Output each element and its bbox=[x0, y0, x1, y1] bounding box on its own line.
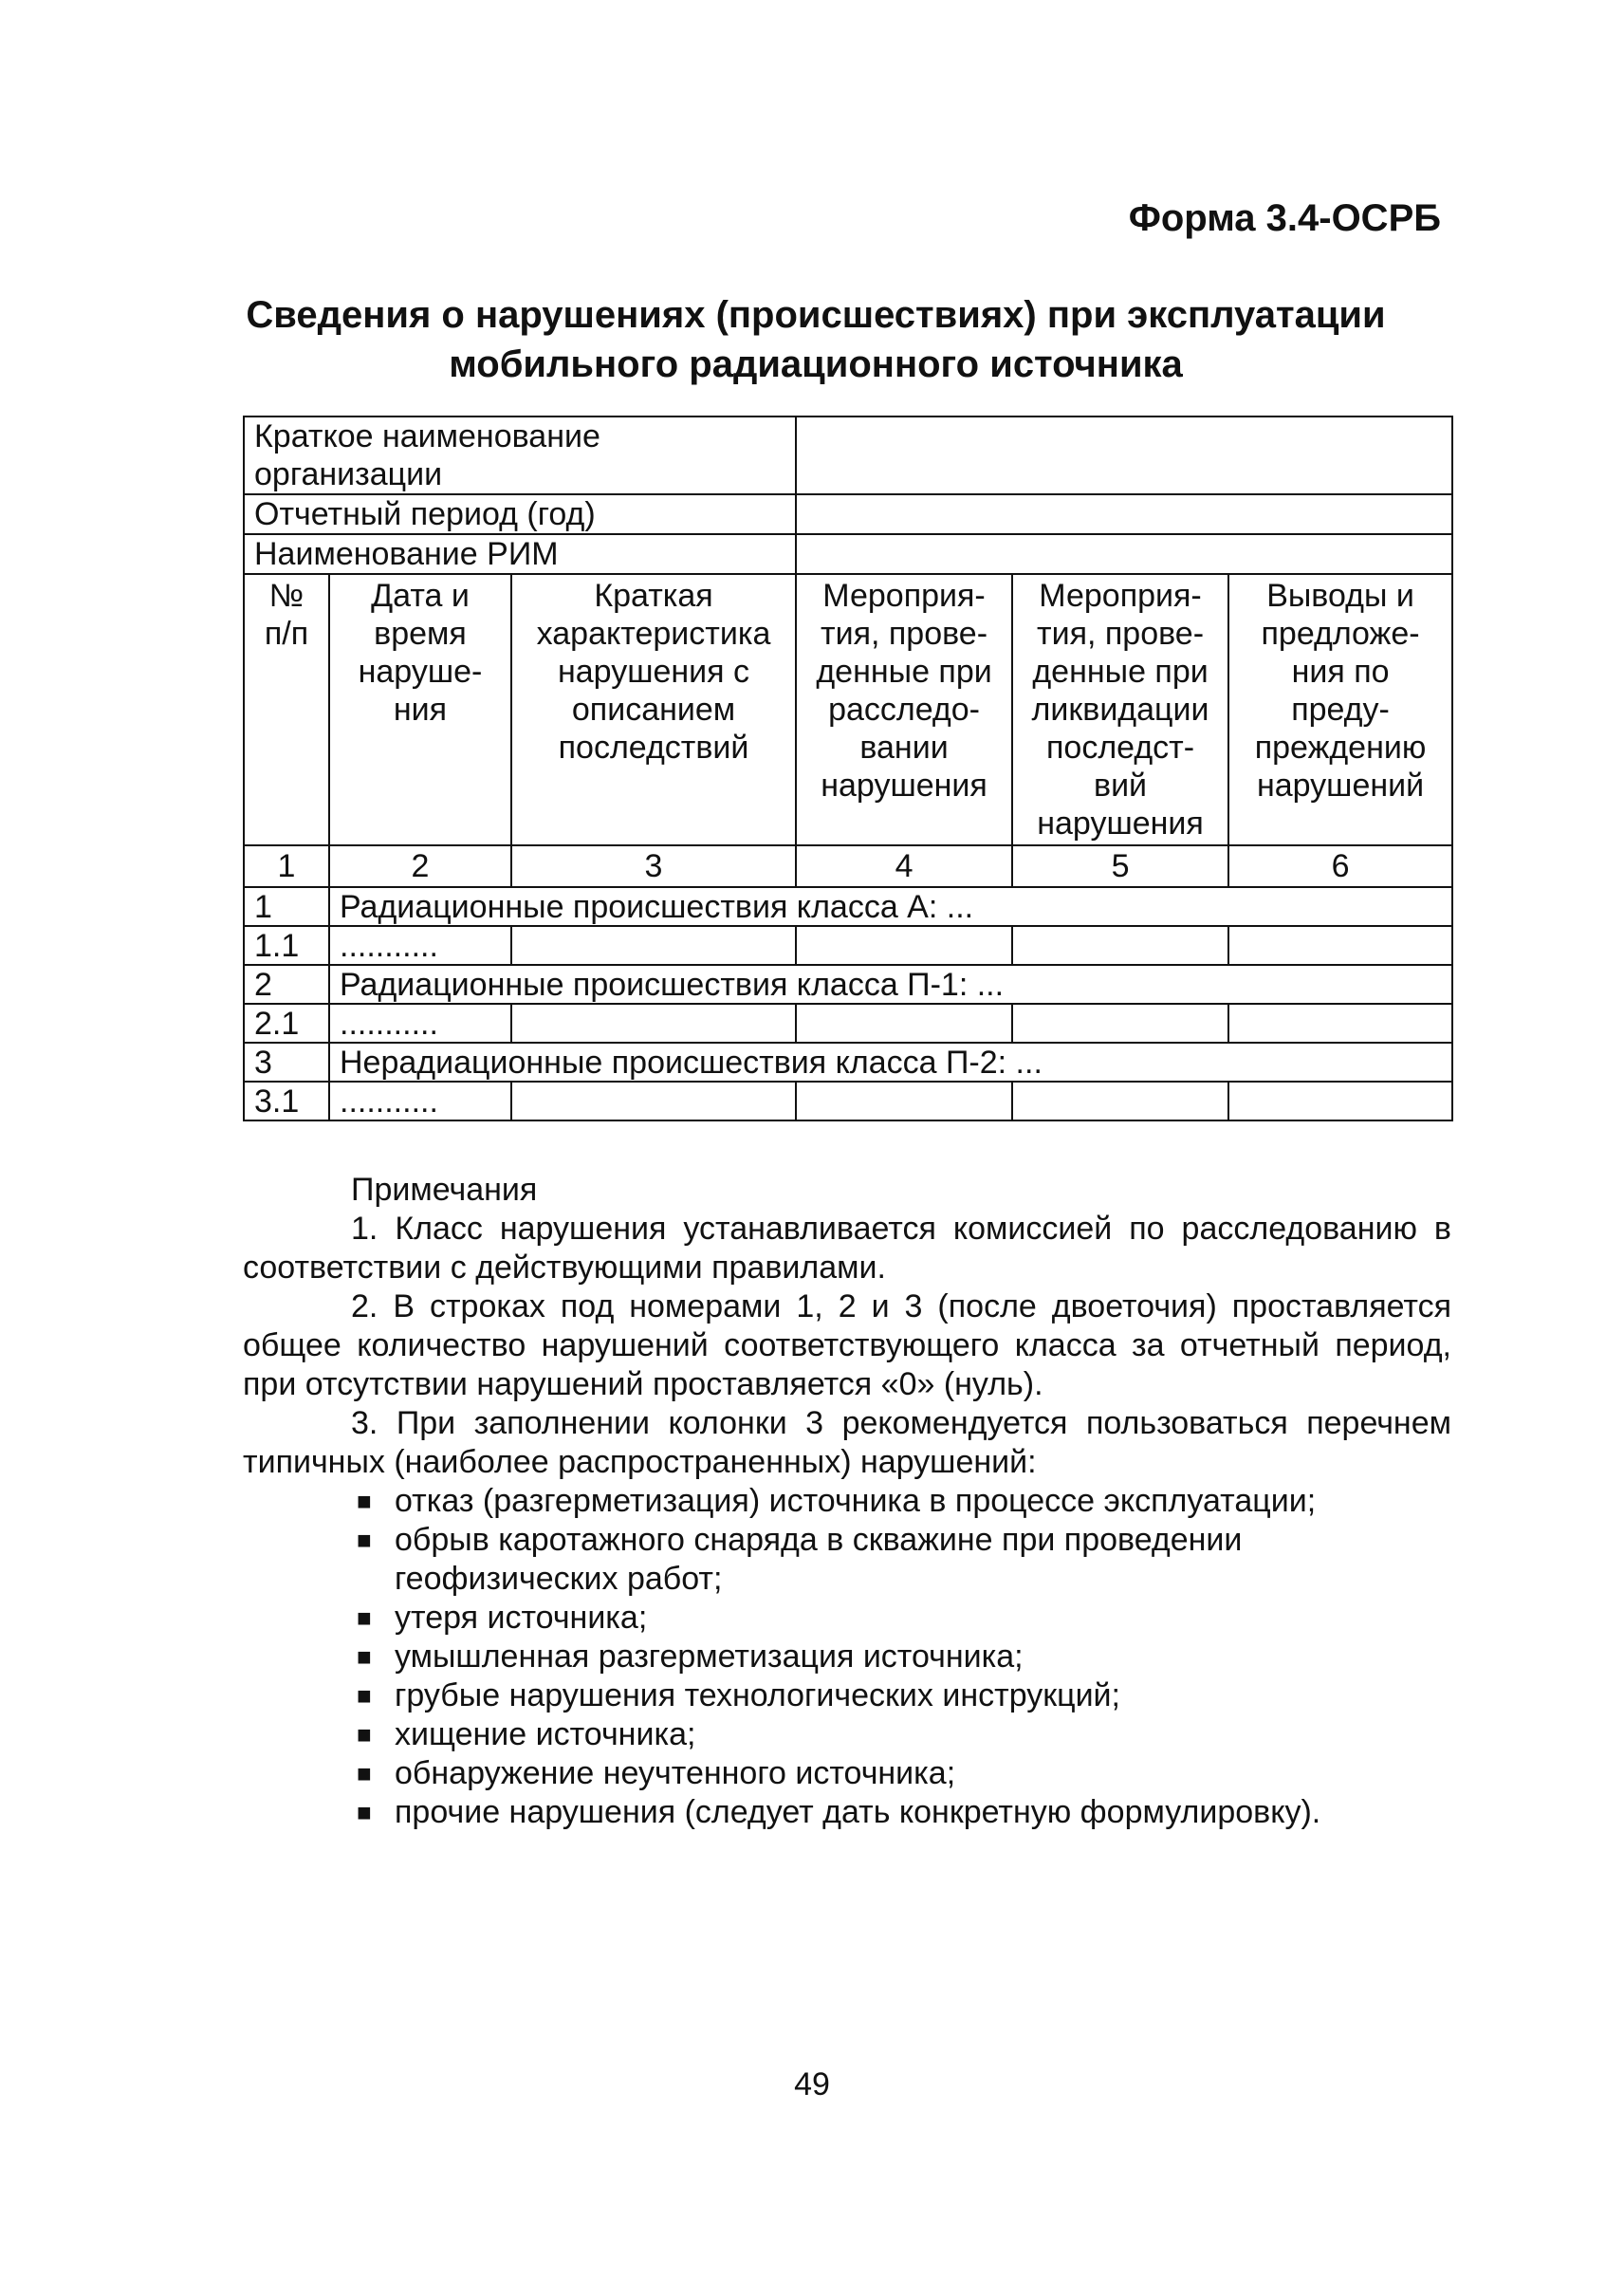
column-number-row bbox=[244, 845, 1452, 887]
column-number: 3 bbox=[511, 845, 796, 887]
empty-cell bbox=[1228, 1004, 1452, 1043]
list-item: ■ умышленная разгерметизация источника; bbox=[357, 1639, 1024, 1675]
info-label: Наименование РИМ bbox=[244, 534, 796, 574]
list-item: ■ отказ (разгерметизация) источника в процессе эксплуатации; bbox=[357, 1483, 1317, 1519]
bullet-icon: ■ bbox=[357, 1681, 372, 1710]
info-row bbox=[244, 417, 1452, 494]
form-label: Форма 3.4-ОСРБ bbox=[1128, 197, 1441, 239]
note-2: 2. В строках под номерами 1, 2 и 3 (после двоеточия) проставляется общее количество нарушений соответствующего класса за отчетный период, при отсутствии нарушений проставляется «0» (нуль). bbox=[243, 1288, 1451, 1402]
item-placeholder: ........... bbox=[329, 926, 511, 965]
row-number: 1 bbox=[244, 887, 329, 926]
empty-cell bbox=[1228, 1082, 1452, 1120]
empty-cell bbox=[796, 1082, 1012, 1120]
info-value bbox=[796, 417, 1452, 494]
title-line-2: мобильного радиационного источника bbox=[449, 343, 1183, 385]
item-placeholder: ........... bbox=[329, 1004, 511, 1043]
empty-cell bbox=[1012, 1082, 1228, 1120]
list-item: ■ грубые нарушения технологических инструкций; bbox=[357, 1677, 1120, 1713]
section-row bbox=[244, 887, 1452, 926]
empty-cell bbox=[796, 1004, 1012, 1043]
col-header-date: Дата и время наруше-ния bbox=[329, 574, 511, 845]
empty-cell bbox=[1012, 926, 1228, 965]
page-number: 49 bbox=[794, 2066, 830, 2102]
row-number: 3.1 bbox=[244, 1082, 329, 1120]
section-text: Нерадиационные происшествия класса П-2: ... bbox=[329, 1043, 1452, 1082]
list-item: ■ хищение источника; bbox=[357, 1716, 696, 1752]
list-item: ■ утеря источника; bbox=[357, 1600, 648, 1636]
col-header-description: Краткая характеристика нарушения с описанием последствий bbox=[511, 574, 796, 845]
col-header-liquidation: Мероприя-тия, прове-денные при ликвидации последст-вий нарушения bbox=[1012, 574, 1228, 845]
info-value bbox=[796, 494, 1452, 534]
list-item: ■ обрыв каротажного снаряда в скважине при проведении геофизических работ; bbox=[357, 1522, 1243, 1597]
section-text: Радиационные происшествия класса П-1: ... bbox=[329, 965, 1452, 1004]
bullet-icon: ■ bbox=[357, 1720, 372, 1749]
empty-cell bbox=[796, 926, 1012, 965]
info-row bbox=[244, 534, 1452, 574]
section-text: Радиационные происшествия класса А: ... bbox=[329, 887, 1452, 926]
notes-section bbox=[243, 1171, 1451, 1832]
column-number: 5 bbox=[1012, 845, 1228, 887]
violations-table bbox=[243, 416, 1453, 1121]
col-header-investigation: Мероприя-тия, прове-денные при расследо-вании нарушения bbox=[796, 574, 1012, 845]
info-value bbox=[796, 534, 1452, 574]
column-number: 6 bbox=[1228, 845, 1452, 887]
empty-cell bbox=[511, 926, 796, 965]
list-item: ■ обнаружение неучтенного источника; bbox=[357, 1755, 956, 1791]
col-header-conclusions: Выводы и предложе-ния по преду-преждению нарушений bbox=[1228, 574, 1452, 845]
empty-cell bbox=[1012, 1004, 1228, 1043]
notes-heading: Примечания bbox=[351, 1172, 538, 1208]
bullet-icon: ■ bbox=[357, 1603, 372, 1632]
info-row bbox=[244, 494, 1452, 534]
violation-types-list bbox=[243, 1482, 1451, 1832]
row-number: 3 bbox=[244, 1043, 329, 1082]
document-title bbox=[199, 290, 1432, 389]
item-row bbox=[244, 1082, 1452, 1120]
note-3: 3. При заполнении колонки 3 рекомендуется пользоваться перечнем типичных (наиболее распространенных) нарушений: bbox=[243, 1405, 1451, 1480]
header-row bbox=[244, 574, 1452, 845]
item-row bbox=[244, 926, 1452, 965]
column-number: 1 bbox=[244, 845, 329, 887]
bullet-icon: ■ bbox=[357, 1526, 372, 1554]
column-number: 2 bbox=[329, 845, 511, 887]
section-row bbox=[244, 965, 1452, 1004]
empty-cell bbox=[511, 1082, 796, 1120]
empty-cell bbox=[511, 1004, 796, 1043]
row-number: 2.1 bbox=[244, 1004, 329, 1043]
info-label: Краткое наименование организации bbox=[244, 417, 796, 494]
col-header-number: № п/п bbox=[244, 574, 329, 845]
bullet-icon: ■ bbox=[357, 1798, 372, 1826]
bullet-icon: ■ bbox=[357, 1642, 372, 1671]
title-line-1: Сведения о нарушениях (происшествиях) при эксплуатации bbox=[246, 294, 1386, 336]
section-row bbox=[244, 1043, 1452, 1082]
row-number: 2 bbox=[244, 965, 329, 1004]
info-label: Отчетный период (год) bbox=[244, 494, 796, 534]
item-placeholder: ........... bbox=[329, 1082, 511, 1120]
row-number: 1.1 bbox=[244, 926, 329, 965]
bullet-icon: ■ bbox=[357, 1487, 372, 1515]
list-item: ■ прочие нарушения (следует дать конкретную формулировку). bbox=[357, 1794, 1321, 1830]
note-1: 1. Класс нарушения устанавливается комиссией по расследованию в соответствии с действующими правилами. bbox=[243, 1211, 1451, 1286]
column-number: 4 bbox=[796, 845, 1012, 887]
bullet-icon: ■ bbox=[357, 1759, 372, 1787]
item-row bbox=[244, 1004, 1452, 1043]
empty-cell bbox=[1228, 926, 1452, 965]
